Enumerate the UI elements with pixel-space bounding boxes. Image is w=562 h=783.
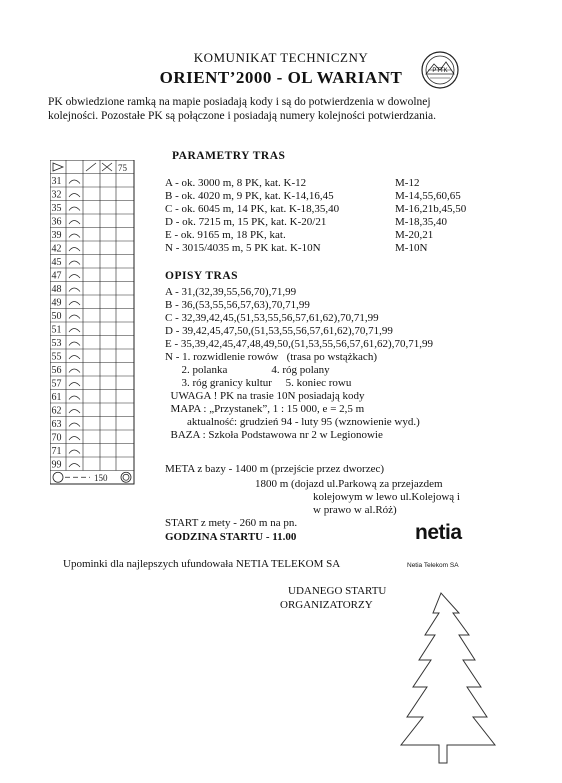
- opisy-list: [165, 286, 433, 442]
- feature-symbol-icon: [69, 450, 80, 454]
- opisy-heading: OPISY TRAS: [165, 270, 239, 282]
- parametry-heading: PARAMETRY TRAS: [172, 150, 286, 162]
- opisy-line: 3. róg granicy kultur 5. koniec rowu: [165, 377, 352, 389]
- feature-symbol-icon: [69, 180, 80, 184]
- control-description-card: [50, 160, 150, 490]
- feature-symbol-icon: [69, 221, 80, 225]
- finish-circle-icon: [53, 472, 63, 482]
- feature-symbol-icon: [69, 410, 80, 414]
- feature-symbol-icon: [69, 396, 80, 400]
- finish-outer-icon: [121, 472, 131, 482]
- start-line1: START z mety - 260 m na pn.: [165, 517, 298, 529]
- card-footer-distance: 150: [94, 472, 108, 483]
- feature-symbol-icon: [69, 356, 80, 360]
- card-row-number: 47: [51, 270, 62, 282]
- feature-symbol-icon: [69, 275, 80, 279]
- feature-symbol-icon: [69, 383, 80, 387]
- card-header-number: 75: [118, 163, 127, 173]
- card-row-number: 63: [51, 419, 62, 430]
- feature-symbol-icon: [69, 288, 80, 292]
- feature-symbol-icon: [69, 207, 80, 211]
- card-row-number: 42: [51, 243, 62, 255]
- card-row-number: 36: [51, 216, 62, 228]
- start-time: GODZINA STARTU - 11.00: [165, 531, 297, 543]
- start-triangle-icon: [53, 163, 63, 171]
- meta-line4: w prawo w al.Róż): [313, 504, 397, 516]
- feature-symbol-icon: [69, 423, 80, 427]
- feature-symbol-icon: [69, 234, 80, 238]
- opisy-line: MAPA : „Przystanek”, 1 : 15 000, e = 2,5 m: [165, 403, 365, 415]
- card-row-number: 45: [51, 257, 62, 268]
- feature-symbol-icon: [69, 302, 80, 306]
- finish-inner-icon: [123, 474, 129, 480]
- card-row-number: 31: [51, 176, 62, 187]
- card-row-number: 62: [51, 405, 62, 417]
- card-row-number: 53: [51, 338, 62, 349]
- feature-symbol-icon: [69, 369, 80, 373]
- opisy-line: D - 39,42,45,47,50,(51,53,55,56,57,61,62),70,71,99: [165, 325, 393, 337]
- card-row-number: 51: [51, 324, 62, 336]
- header-line2: ORIENT’2000 - OL WARIANT: [159, 68, 403, 87]
- opisy-line: E - 35,39,42,45,47,48,49,50,(51,53,55,56,57,61,62),70,71,99: [165, 338, 433, 350]
- card-row-number: 50: [51, 311, 62, 322]
- feature-symbol-icon: [69, 194, 80, 198]
- feature-symbol-icon: [69, 329, 80, 333]
- feature-symbol-icon: [69, 464, 80, 468]
- meta-line2: 1800 m (dojazd ul.Parkową za przejazdem: [255, 478, 443, 490]
- card-row-number: 48: [51, 284, 62, 295]
- opisy-line: C - 32,39,42,45,(51,53,55,56,57,61,62),70,71,99: [165, 312, 379, 324]
- pttk-logo: [420, 50, 460, 90]
- feature-symbol-icon: [69, 437, 80, 441]
- feature-symbol-icon: [69, 261, 80, 265]
- opisy-line: A - 31,(32,39,55,56,70),71,99: [165, 286, 297, 298]
- card-row-number: 61: [51, 392, 62, 403]
- card-row-number: 56: [51, 365, 62, 376]
- intro-paragraph: PK obwiedzione ramką na mapie posiadają kody i są do potwierdzenia w dowolnej kolejności. Pozostałe PK są połączone i posiadają numery kolejności potwierdzania.: [48, 96, 437, 122]
- feature-symbol-icon: [69, 315, 80, 319]
- header-line1: KOMUNIKAT TECHNICZNY: [193, 50, 369, 65]
- card-row-number: 49: [51, 297, 62, 309]
- logo-text: PTTK: [432, 68, 448, 74]
- meta-line3: kolejowym w lewo ul.Kolejową i: [313, 491, 460, 503]
- netia-logo: netia: [415, 521, 462, 544]
- meta-line1: META z bazy - 1400 m (przejście przez dworzec): [165, 463, 385, 475]
- card-row-number: 70: [51, 432, 62, 444]
- opisy-line: aktualność: grudzień 94 - luty 95 (wznowienie wyd.): [165, 416, 420, 428]
- card-row-number: 55: [51, 351, 62, 363]
- opisy-line: BAZA : Szkoła Podstawowa nr 2 w Legionowie: [165, 429, 383, 441]
- opisy-line: 2. polanka 4. róg polany: [165, 364, 330, 376]
- closing-line2: ORGANIZATORZY: [280, 599, 373, 611]
- card-row-number: 57: [51, 378, 62, 390]
- header-symbols-icon: [86, 163, 112, 171]
- opisy-line: B - 36,(53,55,56,57,63),70,71,99: [165, 299, 310, 311]
- feature-symbol-icon: [69, 342, 80, 346]
- feature-symbol-icon: [69, 248, 80, 252]
- closing-line1: UDANEGO STARTU: [288, 585, 387, 597]
- card-row-number: 39: [51, 230, 62, 241]
- card-row-number: 99: [51, 459, 62, 471]
- card-row-number: 71: [51, 446, 62, 457]
- opisy-line: N - 1. rozwidlenie rowów (trasa po wstążkach): [165, 351, 377, 363]
- opisy-line: UWAGA ! PK na trasie 10N posiadają kody: [165, 390, 365, 402]
- tree-drawing: [395, 585, 505, 770]
- card-row-number: 32: [51, 189, 62, 201]
- sponsor-thanks: Upominki dla najlepszych ufundowała NETIA TELEKOM SA: [63, 558, 341, 570]
- netia-caption: Netia Telekom SA: [407, 562, 459, 569]
- card-row-number: 35: [51, 203, 62, 214]
